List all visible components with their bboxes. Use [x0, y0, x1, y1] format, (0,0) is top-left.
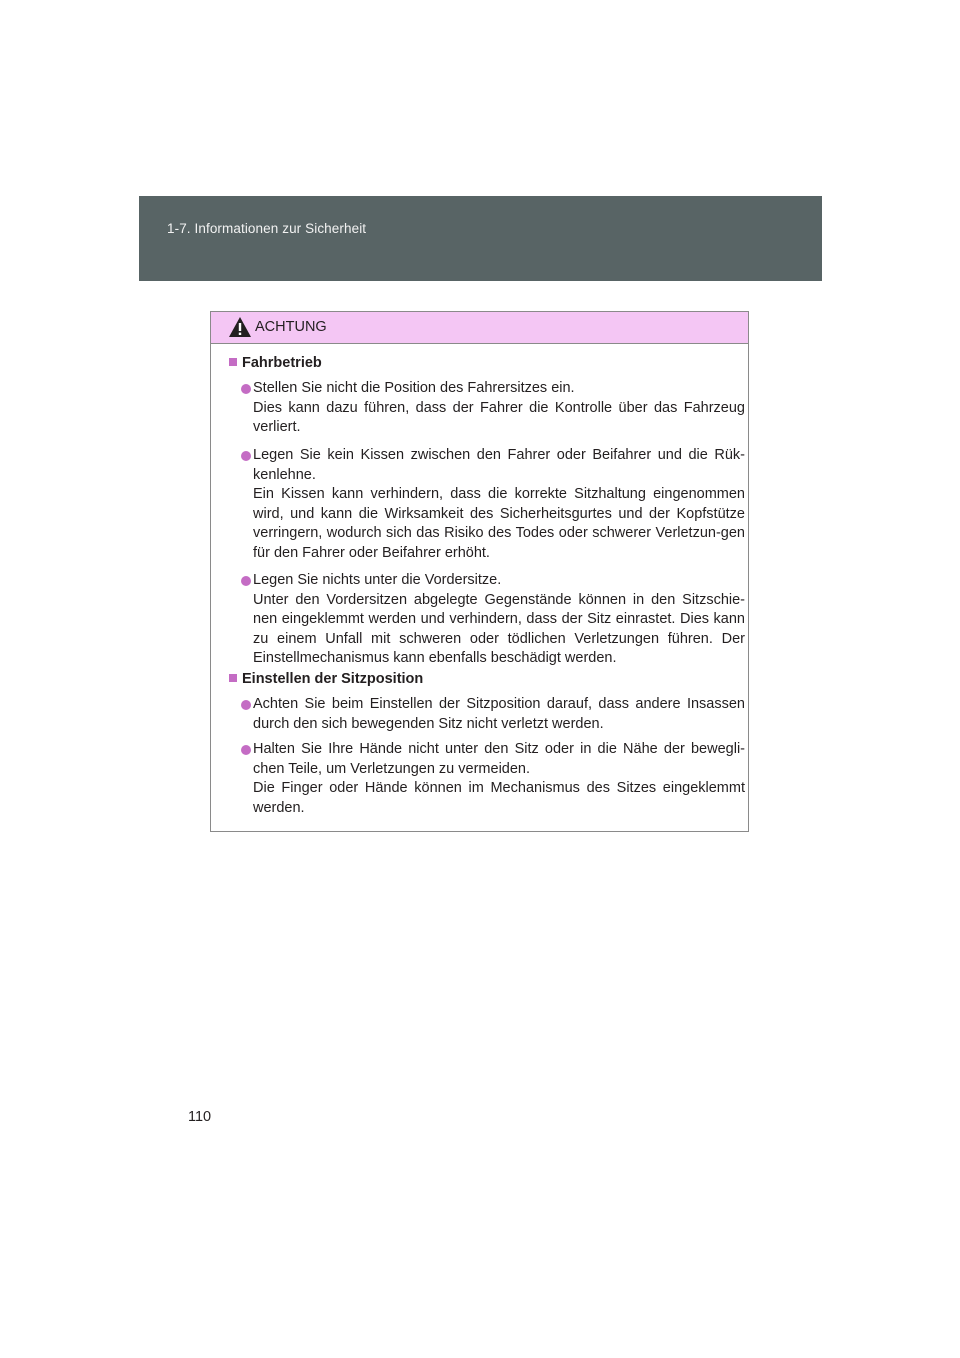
warning-label: ACHTUNG	[255, 319, 327, 335]
bullet-lead: Achten Sie beim Einstellen der Sitzposition darauf, dass andere Insassen durch den sich bewegenden Sitz nicht verletzt werden.	[253, 696, 745, 732]
list-item	[241, 379, 745, 438]
round-bullet-icon	[241, 576, 251, 586]
bullet-detail: Ein Kissen kann verhindern, dass die korrekte Sitzhaltung eingenommen wird, und kann die Wirksamkeit des Sicherheitsgurtes und der Kopfstütze verringern, wodurch sich das Risiko des Todes oder schwerer Verletzun-gen für den Fahrer oder Beifahrer erhöht.	[253, 486, 745, 561]
bullet-lead: Stellen Sie nicht die Position des Fahrersitzes ein.	[253, 380, 575, 396]
page-number: 110	[188, 1109, 212, 1125]
section-heading-fahrbetrieb: Fahrbetrieb	[229, 353, 322, 374]
bullet-lead: Halten Sie Ihre Hände nicht unter den Sitz oder in die Nähe der bewegli-chen Teile, um Verletzungen zu vermeiden.	[253, 741, 745, 777]
list-item	[241, 695, 745, 734]
warning-box	[210, 311, 749, 832]
bullet-lead: Legen Sie nichts unter die Vordersitze.	[253, 572, 502, 588]
round-bullet-icon	[241, 384, 251, 394]
bullet-detail: Unter den Vordersitzen abgelegte Gegenstände können in den Sitzschie-nen eingeklemmt werden und verhindern, dass der Sitz einrastet. Dies kann zu einem Unfall mit schweren oder tödlichen Verletzungen führen. Der Einstellmechanismus kann ebenfalls beschädigt werden.	[253, 591, 745, 667]
chapter-header-band	[139, 196, 822, 281]
list-item	[241, 446, 745, 564]
square-bullet-icon	[229, 358, 237, 366]
round-bullet-icon	[241, 745, 251, 755]
bullet-lead: Legen Sie kein Kissen zwischen den Fahrer oder Beifahrer und die Rük-kenlehne.	[253, 447, 745, 483]
warning-triangle-icon	[228, 316, 252, 338]
bullet-detail: Die Finger oder Hände können im Mechanismus des Sitzes eingeklemmt werden.	[253, 780, 745, 816]
list-item	[241, 571, 745, 669]
section-heading-sitzposition: Einstellen der Sitzposition	[229, 669, 423, 690]
round-bullet-icon	[241, 451, 251, 461]
round-bullet-icon	[241, 700, 251, 710]
chapter-title: 1-7. Informationen zur Sicherheit	[167, 221, 367, 236]
square-bullet-icon	[229, 674, 237, 682]
list-item	[241, 740, 745, 818]
warning-header	[211, 312, 748, 344]
bullet-detail: Dies kann dazu führen, dass der Fahrer die Kontrolle über das Fahrzeug verliert.	[253, 399, 745, 436]
